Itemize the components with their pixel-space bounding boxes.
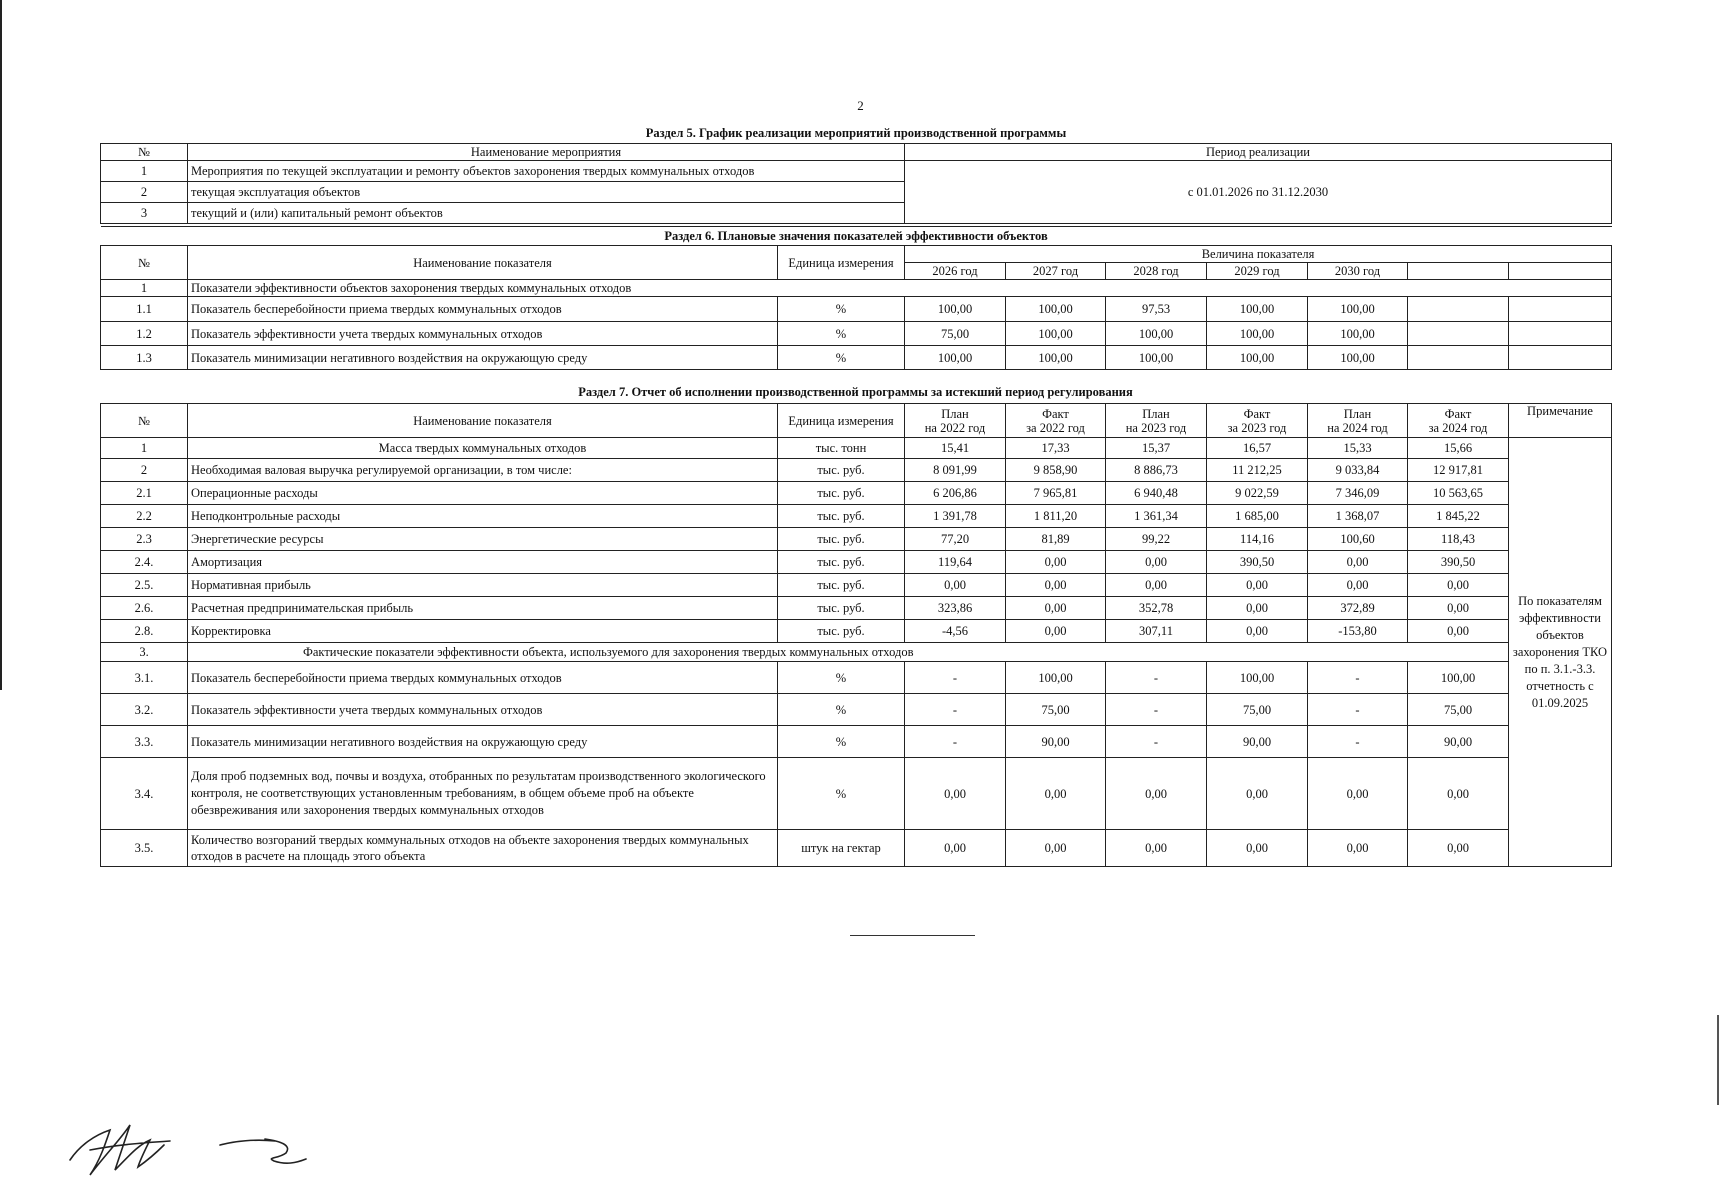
s7-cell: 0,00: [1106, 551, 1207, 574]
s7-header-sub: за 2023 год: [1227, 420, 1287, 435]
s7-row-unit: %: [778, 662, 905, 694]
handwritten-signature: [60, 1105, 330, 1185]
s7-header-col: [1308, 404, 1408, 438]
s7-cell: 390,50: [1408, 551, 1509, 574]
s7-header-unit: Единица измерения: [778, 404, 905, 438]
s7-cell: 7 346,09: [1308, 482, 1408, 505]
s6-header-year: [1408, 263, 1509, 280]
s7-cell: -: [1106, 694, 1207, 726]
s7-cell: 9 033,84: [1308, 459, 1408, 482]
s6-header-num: №: [101, 246, 188, 280]
s6-cell: [1509, 346, 1612, 370]
s6-header-year: 2029 год: [1207, 263, 1308, 280]
s7-cell: 15,33: [1308, 438, 1408, 459]
s7-row-unit: тыс. руб.: [778, 505, 905, 528]
s7-cell: 352,78: [1106, 597, 1207, 620]
s7-row-name: Показатель эффективности учета твердых коммунальных отходов: [188, 694, 778, 726]
s6-cell: 100,00: [1308, 346, 1408, 370]
s7-cell: 6 940,48: [1106, 482, 1207, 505]
s7-group-num: 3.: [101, 643, 188, 662]
s5-header-name: Наименование мероприятия: [188, 143, 905, 160]
s7-cell: -: [905, 726, 1006, 758]
s6-cell: [1509, 322, 1612, 346]
s7-header-label: План: [941, 406, 969, 421]
s7-row-unit: %: [778, 726, 905, 758]
s7-cell: 0,00: [1308, 758, 1408, 830]
s6-row-name: Показатель бесперебойности приема твердых коммунальных отходов: [188, 297, 778, 322]
section6-table: [100, 226, 1612, 370]
s5-row-name: Мероприятия по текущей эксплуатации и ремонту объектов захоронения твердых коммунальных отходов: [188, 160, 905, 181]
s6-cell: 100,00: [1207, 297, 1308, 322]
s7-cell: 77,20: [905, 528, 1006, 551]
s6-cell: 100,00: [1006, 346, 1106, 370]
s7-row-unit: тыс. руб.: [778, 528, 905, 551]
s6-cell: 100,00: [1308, 322, 1408, 346]
signature-stroke: [70, 1125, 170, 1175]
s7-cell: 307,11: [1106, 620, 1207, 643]
s5-row-num: 3: [101, 202, 188, 223]
s7-row-name: Неподконтрольные расходы: [188, 505, 778, 528]
s7-row-name: Доля проб подземных вод, почвы и воздуха, отобранных по результатам производственного экологического контроля, не соответствующих установленным требованиям, в общем объеме проб на объекте обезвреживания или захоронения твердых коммунальных отходов: [188, 758, 778, 830]
s7-row-num: 2.5.: [101, 574, 188, 597]
s7-cell: 372,89: [1308, 597, 1408, 620]
s6-cell: 100,00: [905, 297, 1006, 322]
s7-cell: -: [1106, 662, 1207, 694]
s6-header-unit: Единица измерения: [778, 246, 905, 280]
s7-cell: 1 361,34: [1106, 505, 1207, 528]
s7-cell: 90,00: [1408, 726, 1509, 758]
s6-header-year: 2028 год: [1106, 263, 1207, 280]
s7-row-name: Амортизация: [188, 551, 778, 574]
s7-cell: 0,00: [1106, 574, 1207, 597]
s7-row-unit: тыс. руб.: [778, 482, 905, 505]
s7-header-sub: на 2023 год: [1125, 420, 1187, 435]
s7-header-label: Факт: [1243, 406, 1271, 421]
s7-cell: -: [905, 662, 1006, 694]
s7-cell: 119,64: [905, 551, 1006, 574]
s6-row-name: Показатель минимизации негативного воздействия на окружающую среду: [188, 346, 778, 370]
s6-cell: 100,00: [1006, 297, 1106, 322]
s7-cell: 17,33: [1006, 438, 1106, 459]
s7-cell: 90,00: [1006, 726, 1106, 758]
s7-row-unit: тыс. руб.: [778, 620, 905, 643]
s7-cell: 75,00: [1006, 694, 1106, 726]
s5-period: с 01.01.2026 по 31.12.2030: [905, 160, 1612, 223]
s7-row-num: 2.4.: [101, 551, 188, 574]
s7-cell: 16,57: [1207, 438, 1308, 459]
s5-header-period: Период реализации: [905, 143, 1612, 160]
s7-cell: 1 685,00: [1207, 505, 1308, 528]
s6-row-name: Показатель эффективности учета твердых коммунальных отходов: [188, 322, 778, 346]
s7-row-name: Корректировка: [188, 620, 778, 643]
s6-cell: 100,00: [1006, 322, 1106, 346]
s7-cell: 11 212,25: [1207, 459, 1308, 482]
signature-stroke-2: [220, 1139, 306, 1163]
s7-row-num: 2.3: [101, 528, 188, 551]
s7-cell: 7 965,81: [1006, 482, 1106, 505]
s7-cell: 0,00: [1308, 830, 1408, 867]
s5-row-num: 2: [101, 181, 188, 202]
s6-header-value: Величина показателя: [905, 246, 1612, 263]
section7-title: Раздел 7. Отчет об исполнении производственной программы за истекший период регулирования: [578, 385, 1133, 399]
s7-header-sub: на 2024 год: [1327, 420, 1388, 435]
s7-cell: 0,00: [905, 574, 1006, 597]
s7-cell: 0,00: [1006, 597, 1106, 620]
s7-cell: 0,00: [1207, 597, 1308, 620]
s7-cell: 100,00: [1207, 662, 1308, 694]
s7-cell: 0,00: [905, 758, 1006, 830]
s7-row-unit: тыс. тонн: [778, 438, 905, 459]
s7-row-unit: %: [778, 758, 905, 830]
s6-row-unit: %: [778, 346, 905, 370]
s6-cell: [1509, 297, 1612, 322]
s7-row-name: Операционные расходы: [188, 482, 778, 505]
s7-cell: 0,00: [1408, 830, 1509, 867]
s7-header-col: [1106, 404, 1207, 438]
s6-cell: 97,53: [1106, 297, 1207, 322]
s7-header-note: Примечание: [1509, 404, 1612, 438]
section5-table: [100, 124, 1612, 224]
s7-cell: 100,00: [1006, 662, 1106, 694]
s5-row-name: текущая эксплуатация объектов: [188, 181, 905, 202]
s7-cell: 9 858,90: [1006, 459, 1106, 482]
s7-cell: -: [905, 694, 1006, 726]
s7-row-name: Показатель минимизации негативного воздействия на окружающую среду: [188, 726, 778, 758]
s7-row-unit: тыс. руб.: [778, 597, 905, 620]
s7-cell: 15,66: [1408, 438, 1509, 459]
s7-header-col: [1006, 404, 1106, 438]
s6-header-year: 2026 год: [905, 263, 1006, 280]
s6-row-unit: %: [778, 322, 905, 346]
s7-cell: 1 811,20: [1006, 505, 1106, 528]
s7-cell: 90,00: [1207, 726, 1308, 758]
s7-cell: 0,00: [1207, 620, 1308, 643]
page-number: 2: [857, 98, 864, 113]
s7-cell: 0,00: [1207, 830, 1308, 867]
s7-cell: 0,00: [1207, 574, 1308, 597]
s7-row-num: 2.1: [101, 482, 188, 505]
s7-cell: 0,00: [1006, 551, 1106, 574]
s7-row-num: 2.2: [101, 505, 188, 528]
s7-row-num: 3.2.: [101, 694, 188, 726]
s7-row-unit: штук на гектар: [778, 830, 905, 867]
scan-edge-right: [1717, 1015, 1719, 1105]
s7-cell: 15,41: [905, 438, 1006, 459]
s7-cell: -: [1308, 662, 1408, 694]
s6-cell: 100,00: [905, 346, 1006, 370]
s6-cell: 100,00: [1207, 346, 1308, 370]
s6-row-num: 1.1: [101, 297, 188, 322]
s7-row-num: 3.1.: [101, 662, 188, 694]
s7-cell: -: [1308, 726, 1408, 758]
s7-row-unit: тыс. руб.: [778, 574, 905, 597]
s7-cell: 118,43: [1408, 528, 1509, 551]
s7-cell: 8 091,99: [905, 459, 1006, 482]
s7-cell: 0,00: [1106, 830, 1207, 867]
s7-cell: 0,00: [1408, 597, 1509, 620]
s6-cell: 75,00: [905, 322, 1006, 346]
s7-header-col: [1408, 404, 1509, 438]
s7-header-label: План: [1343, 406, 1372, 421]
s6-cell: 100,00: [1308, 297, 1408, 322]
s7-cell: 81,89: [1006, 528, 1106, 551]
separator-line: [850, 935, 975, 936]
s7-row-unit: тыс. руб.: [778, 459, 905, 482]
s6-header-year: [1509, 263, 1612, 280]
s6-header-year: 2030 год: [1308, 263, 1408, 280]
s7-header-sub: за 2024 год: [1428, 420, 1488, 435]
s7-cell: 0,00: [905, 830, 1006, 867]
s6-group-name: Показатели эффективности объектов захоронения твердых коммунальных отходов: [188, 280, 1612, 297]
s7-cell: 0,00: [1207, 758, 1308, 830]
s7-row-num: 2: [101, 459, 188, 482]
s7-header-label: Факт: [1444, 406, 1472, 421]
s7-row-unit: тыс. руб.: [778, 551, 905, 574]
s7-cell: 0,00: [1006, 758, 1106, 830]
s7-row-num: 2.6.: [101, 597, 188, 620]
s7-row-name: Количество возгораний твердых коммунальных отходов на объекте захоронения твердых коммунальных отходов в расчете на площадь этого объекта: [188, 830, 778, 867]
s7-cell: 75,00: [1408, 694, 1509, 726]
s7-row-num: 2.8.: [101, 620, 188, 643]
s7-row-name: Нормативная прибыль: [188, 574, 778, 597]
s6-row-unit: %: [778, 297, 905, 322]
s6-group-num: 1: [101, 280, 188, 297]
s6-row-num: 1.3: [101, 346, 188, 370]
s6-header-name: Наименование показателя: [188, 246, 778, 280]
s7-row-num: 3.4.: [101, 758, 188, 830]
s7-cell: 100,00: [1408, 662, 1509, 694]
s7-note: По показателям эффективности объектов захоронения ТКО по п. 3.1.-3.3. отчетность с 01.09.2025: [1509, 438, 1612, 867]
s7-cell: 1 845,22: [1408, 505, 1509, 528]
s7-row-name: Расчетная предпринимательская прибыль: [188, 597, 778, 620]
s7-header-label: Факт: [1042, 406, 1069, 421]
s7-header-label: План: [1142, 406, 1170, 421]
s7-cell: -153,80: [1308, 620, 1408, 643]
s7-row-name: Энергетические ресурсы: [188, 528, 778, 551]
s7-cell: 0,00: [1106, 758, 1207, 830]
s7-row-name: Необходимая валовая выручка регулируемой организации, в том числе:: [188, 459, 778, 482]
s7-cell: 0,00: [1308, 574, 1408, 597]
s7-header-name: Наименование показателя: [188, 404, 778, 438]
s7-cell: 10 563,65: [1408, 482, 1509, 505]
s7-cell: 100,60: [1308, 528, 1408, 551]
s6-cell: 100,00: [1106, 346, 1207, 370]
s6-cell: 100,00: [1207, 322, 1308, 346]
s7-cell: 0,00: [1408, 620, 1509, 643]
s6-cell: [1408, 346, 1509, 370]
section5-title: Раздел 5. График реализации мероприятий производственной программы: [101, 124, 1612, 143]
s6-cell: [1408, 297, 1509, 322]
s7-cell: 0,00: [1006, 620, 1106, 643]
s7-cell: 0,00: [1308, 551, 1408, 574]
s7-cell: 8 886,73: [1106, 459, 1207, 482]
s7-row-num: 3.5.: [101, 830, 188, 867]
s7-row-name: Показатель бесперебойности приема твердых коммунальных отходов: [188, 662, 778, 694]
s7-cell: -: [1308, 694, 1408, 726]
s6-cell: [1408, 322, 1509, 346]
s7-cell: 0,00: [1006, 830, 1106, 867]
s7-cell: -: [1106, 726, 1207, 758]
s7-cell: 12 917,81: [1408, 459, 1509, 482]
s7-cell: 0,00: [1408, 574, 1509, 597]
s7-row-name: Масса твердых коммунальных отходов: [188, 438, 778, 459]
s7-header-col: [905, 404, 1006, 438]
s7-header-col: [1207, 404, 1308, 438]
s7-cell: 390,50: [1207, 551, 1308, 574]
s7-cell: 1 391,78: [905, 505, 1006, 528]
s7-cell: 323,86: [905, 597, 1006, 620]
section6-title: Раздел 6. Плановые значения показателей эффективности объектов: [101, 227, 1612, 246]
s7-cell: -4,56: [905, 620, 1006, 643]
s7-cell: 114,16: [1207, 528, 1308, 551]
s6-cell: 100,00: [1106, 322, 1207, 346]
s7-row-unit: %: [778, 694, 905, 726]
s5-header-num: №: [101, 143, 188, 160]
s7-cell: 75,00: [1207, 694, 1308, 726]
s5-row-name: текущий и (или) капитальный ремонт объектов: [188, 202, 905, 223]
s7-cell: 9 022,59: [1207, 482, 1308, 505]
s7-header-num: №: [101, 404, 188, 438]
section7-table: [100, 403, 1612, 867]
s7-cell: 0,00: [1006, 574, 1106, 597]
s6-row-num: 1.2: [101, 322, 188, 346]
s7-cell: 0,00: [1408, 758, 1509, 830]
s7-cell: 99,22: [1106, 528, 1207, 551]
s7-cell: 1 368,07: [1308, 505, 1408, 528]
s7-group-name: Фактические показатели эффективности объекта, используемого для захоронения твердых коммунальных отходов: [188, 643, 1509, 662]
s7-header-sub: на 2022 год: [924, 420, 986, 435]
s5-row-num: 1: [101, 160, 188, 181]
s6-header-year: 2027 год: [1006, 263, 1106, 280]
s7-row-num: 3.3.: [101, 726, 188, 758]
s7-cell: 6 206,86: [905, 482, 1006, 505]
s7-cell: 15,37: [1106, 438, 1207, 459]
s7-header-sub: за 2022 год: [1026, 420, 1085, 435]
s7-row-num: 1: [101, 438, 188, 459]
